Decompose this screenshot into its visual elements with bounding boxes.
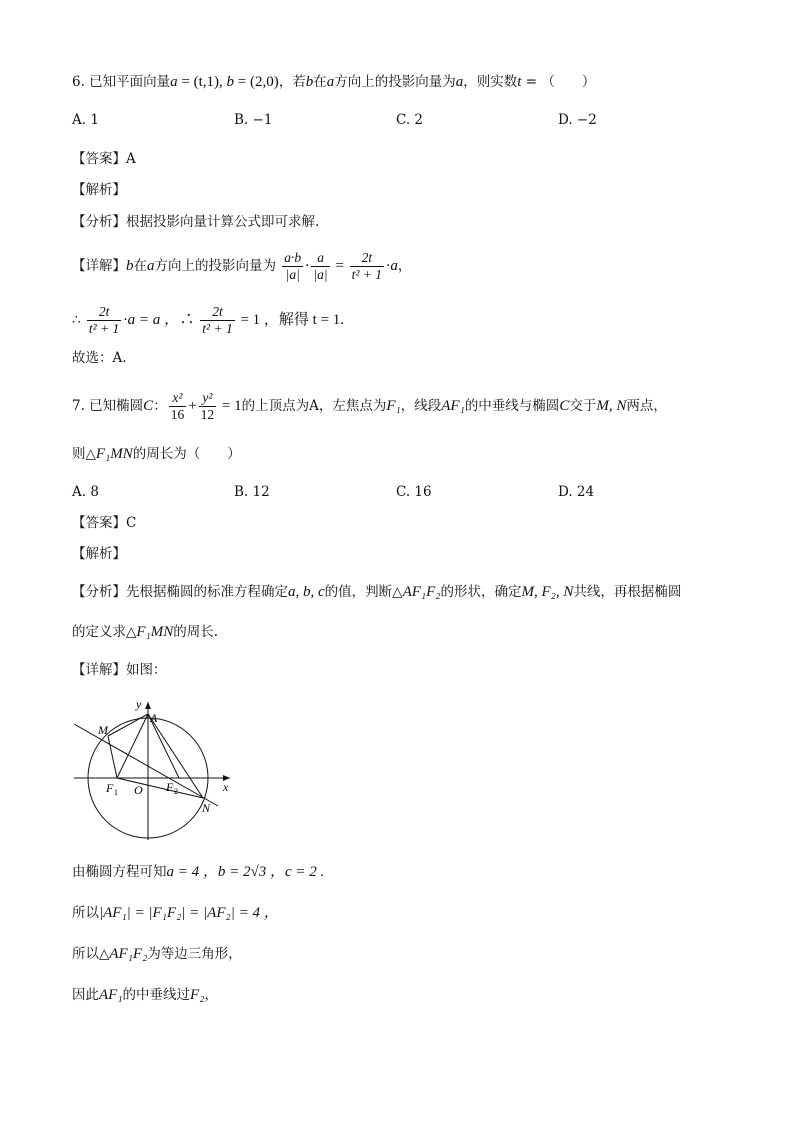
q7-frac-x-num: x² [169, 390, 187, 407]
segment-ma [108, 714, 148, 736]
q7-af1: AF₁ [441, 398, 465, 414]
q7-step1-a: 由椭圆方程可知 [72, 864, 167, 880]
q6-xj-text-a: 在 [133, 258, 147, 274]
q7-fenxi-b: 的值，判断△ [324, 584, 403, 600]
q6-xiangjie-label: 【详解】 [72, 258, 126, 274]
q6-var-t: t [517, 74, 522, 90]
q7-fenxi-line2 [72, 622, 218, 642]
q7-stem [72, 386, 667, 426]
q7-fenxi-line2-b: F₁MN [136, 624, 174, 640]
q6-vector-b: b [226, 74, 235, 90]
q7-f1mn: F₁MN [95, 446, 133, 462]
q7-xiangjie-text: 如图： [126, 662, 167, 678]
q7-fenxi-d: 共线，再根据椭圆 [573, 584, 682, 600]
q7-fenxi-a: 先根据椭圆的标准方程确定 [126, 584, 288, 600]
q7-c2: C [559, 398, 570, 414]
q6-fenxi [72, 212, 319, 232]
q7-stem-text-f: 两点， [626, 398, 667, 414]
q6-stem-text-f: = （ ） [521, 74, 596, 90]
q7-f1: F₁ [386, 398, 401, 414]
q6-frac-dot-num: a·b [284, 250, 302, 265]
label-m: M [98, 723, 108, 737]
q6-fenxi-label: 【分析】 [72, 214, 126, 230]
segment-an [148, 714, 203, 798]
q6-frac-dot [282, 250, 303, 283]
q6-vector-a-ref2: a [455, 74, 464, 90]
q6-choice-a: A. 1 [72, 112, 99, 128]
y-axis-arrow [145, 702, 151, 709]
label-a: A [150, 711, 158, 725]
q6-frac-result [350, 250, 384, 283]
q6-vector-a-value: = (t,1), [177, 74, 227, 90]
q7-analysis-label: 【解析】 [72, 546, 126, 562]
q7-xiangjie-label: 【详解】 [72, 662, 126, 678]
q7-stem-text-d: 的中垂线与椭圆 [464, 398, 560, 414]
q6-stem-text-a: 6. 已知平面向量 [72, 74, 171, 90]
q6-frac-unit-num: a [311, 250, 329, 267]
q7-stem-text-e: 交于 [569, 398, 597, 414]
q7-step2-b: |AF₁| = |F₁F₂| = |AF₂| = 4 ， [99, 905, 279, 921]
q6-choice-c: C. 2 [396, 112, 424, 128]
q7-colon: ： [153, 398, 167, 414]
ellipse-figure [72, 698, 242, 848]
q6-frac-unit-den: |a| [313, 267, 328, 282]
q7-step3-a: 所以△ [72, 946, 110, 962]
q6-frac-result-num: 2t [350, 250, 384, 267]
q7-step2-a: 所以 [72, 905, 99, 921]
q7-step3-b: AF₁F₂ [109, 946, 148, 962]
q7-step4 [72, 985, 218, 1005]
q7-xiangjie [72, 660, 167, 680]
q6-vector-a: a [170, 74, 178, 90]
q7-plus: + [188, 398, 197, 414]
label-x: x [223, 780, 229, 794]
q7-step4-d: F₂ [190, 987, 205, 1003]
q7-mn: M, N [596, 398, 627, 414]
perpendicular-bisector [74, 724, 218, 806]
q7-fenxi-c: 的形状，确定 [440, 584, 522, 600]
q6-line2-frac1-num: 2t [87, 304, 121, 321]
q7-step4-b: AF₁ [99, 987, 123, 1003]
label-f1: F [106, 781, 114, 795]
q7-stem-line2-b: 的周长为（ ） [132, 446, 241, 462]
q6-line2-frac2-den: t² + 1 [202, 321, 233, 336]
q7-abc: a, b, c [288, 584, 325, 600]
q6-derivation: ∴ $\frac{2t}{\text{t² + 1}}$ ·a = a ，∴ $\frac{2t}{\text{t² + 1}}$ = 1 ，解得 t = 1. [72, 304, 345, 336]
q6-xj-vector-b: b [126, 258, 134, 274]
q6-line2-frac2-num: 2t [200, 304, 234, 321]
q7-answer-label: 【答案】 [72, 515, 126, 531]
q6-vector-a-ref: a [326, 74, 335, 90]
q6-xiangjie: 【详解】b在a方向上的投影向量为 $\frac{a\cdot b}{|a|}$ · $\frac{a}{|a|}$ = $\frac{2t}{\text{t² + 1}}$ ·a， [72, 250, 412, 282]
q7-step3 [72, 944, 242, 964]
q7-fenxi-line2-a: 的定义求△ [72, 624, 137, 640]
q6-stem-text-e: ，则实数 [463, 74, 518, 90]
q7-frac-y-den: 12 [200, 407, 215, 422]
q7-frac-x [169, 390, 187, 423]
q6-stem-text-c: 在 [313, 74, 327, 90]
label-f2: F [166, 780, 174, 794]
q7-ellipse-c: C [143, 398, 154, 414]
q6-stem-text-d: 方向上的投影向量为 [334, 74, 456, 90]
label-f2-sub: 2 [174, 787, 178, 796]
q7-choice-d: D. 24 [558, 484, 595, 500]
q6-answer-label: 【答案】 [72, 151, 126, 167]
q6-stem-text-b: ，若 [278, 74, 306, 90]
label-o: O [134, 783, 143, 797]
q6-tail-comma: ， [397, 258, 412, 274]
q6-line2-frac1 [87, 304, 121, 337]
q7-fenxi-label: 【分析】 [72, 584, 126, 600]
q6-vector-b-value: = (2,0) [234, 74, 279, 90]
q6-frac-result-den: t² + 1 [351, 267, 383, 282]
segment-mf1 [108, 736, 117, 778]
q7-step1 [72, 862, 324, 882]
q7-stem-line2-a: 则△ [72, 446, 96, 462]
label-f1-sub: 1 [114, 788, 118, 797]
segment-f1n [117, 778, 203, 798]
q6-xj-text-b: 方向上的投影向量为 [154, 258, 276, 274]
label-n: N [202, 801, 211, 815]
q6-vector-b-ref: b [305, 74, 314, 90]
q6-conclusion: 故选：A. [72, 350, 127, 366]
q6-frac-unit [311, 250, 329, 283]
q7-eq1: = 1 [218, 398, 242, 414]
q7-step1-b: a = 4 ，b = 2√3 ，c = 2 . [166, 864, 325, 880]
q7-step2 [72, 903, 279, 923]
q7-stem-text-c: ，线段 [400, 398, 442, 414]
q7-stem-text-b: 的上顶点为A，左焦点为 [241, 398, 387, 414]
q6-eq-sign: = [331, 258, 348, 274]
q6-choice-b: B. −1 [234, 112, 273, 128]
q6-stem [72, 72, 595, 92]
q7-stem-text-a: 7. 已知椭圆 [72, 398, 144, 414]
q7-step4-c: 的中垂线过 [122, 987, 191, 1003]
q7-answer-value: C [126, 515, 137, 531]
q7-choice-c: C. 16 [396, 484, 432, 500]
q7-fenxi-line2-c: 的周长. [173, 624, 219, 640]
q7-af1f2: AF₁F₂ [402, 584, 441, 600]
q7-fenxi [72, 582, 681, 602]
q6-analysis-label: 【解析】 [72, 182, 126, 198]
q6-fenxi-text: 根据投影向量计算公式即可求解. [126, 214, 320, 230]
q6-therefore: ∴ [72, 312, 81, 328]
q7-choice-a: A. 8 [72, 484, 99, 500]
q6-answer [72, 149, 136, 169]
q7-stem-line2 [72, 444, 241, 464]
q6-line2-mid: a = a ，∴ [127, 312, 194, 328]
q7-frac-y [199, 390, 217, 423]
q7-step3-c: 为等边三角形， [147, 946, 242, 962]
q6-tail-a: a [390, 258, 398, 274]
q6-choice-d: D. −2 [558, 112, 597, 128]
q7-frac-y-num: y² [199, 390, 217, 407]
q7-step4-a: 因此 [72, 987, 99, 1003]
label-y: y [136, 698, 142, 711]
q6-xj-vector-a: a [147, 258, 155, 274]
q6-line2-frac1-den: t² + 1 [88, 321, 120, 336]
q7-step4-e: ， [204, 987, 218, 1003]
q6-answer-value: A [126, 151, 136, 167]
q7-answer [72, 513, 136, 533]
q7-mf2n: M, F₂, N [521, 584, 574, 600]
q7-choice-b: B. 12 [234, 484, 270, 500]
q6-line2-end: = 1 ，解得 t = 1. [236, 312, 345, 328]
q7-frac-x-den: 16 [170, 407, 185, 422]
q6-frac-dot-den: |a| [285, 267, 300, 282]
q6-line2-frac2 [200, 304, 234, 337]
